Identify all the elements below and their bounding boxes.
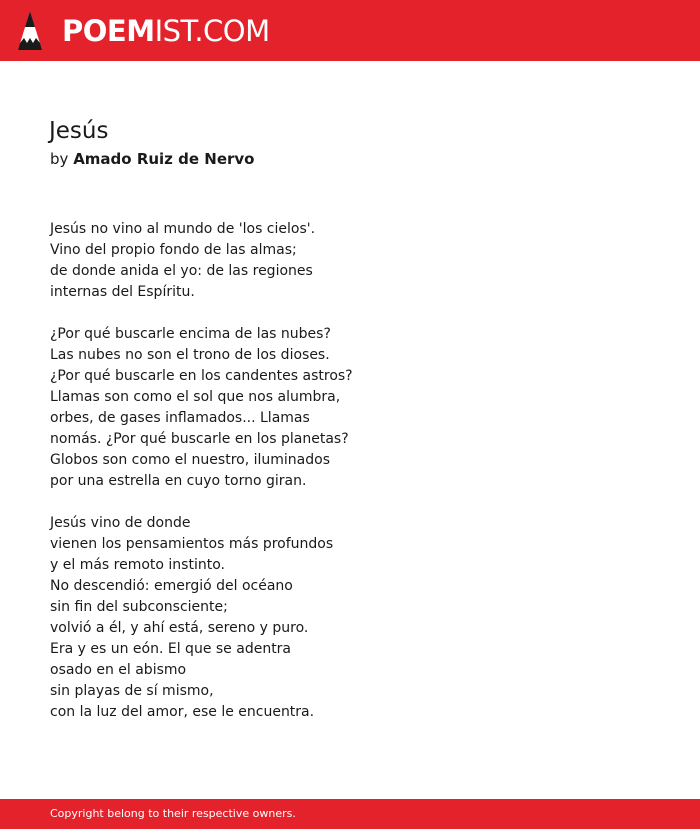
poem-line: de donde anida el yo: de las regiones [50,263,313,279]
poem-line: Vino del propio fondo de las almas; [50,242,297,258]
brand-light: IST.COM [154,13,270,48]
byline [50,149,254,169]
poem-line: Era y es un eón. El que se adentra [50,641,292,657]
poem-line: nomás. ¿Por qué buscarle en los planetas? [50,431,349,447]
poem-line: volvió a él, y ahí está, sereno y puro. [50,620,309,636]
site-footer [0,799,700,829]
poem-title: Jesús [49,118,109,144]
poem-line: Globos son como el nuestro, iluminados [50,452,330,468]
stanza-3 [50,513,650,723]
pencil-icon [16,10,44,52]
author-link[interactable]: Amado Ruiz de Nervo [73,150,255,168]
poem-line: Jesús no vino al mundo de 'los cielos'. [50,221,316,237]
poem-line: ¿Por qué buscarle en los candentes astros? [50,368,353,384]
site-logo-link[interactable] [16,9,270,53]
poem-line: internas del Espíritu. [50,284,195,300]
copyright-text: Copyright belong to their respective owners. [50,807,296,820]
poem-line: vienen los pensamientos más profundos [50,536,334,552]
poem-line: sin playas de sí mismo, [50,683,214,699]
stanza-1 [50,219,650,303]
poem-line: orbes, de gases inflamados... Llamas [50,410,310,426]
poem-line: sin fin del subconsciente; [50,599,228,615]
poem-line: osado en el abismo [50,662,187,678]
poem-line: Llamas son como el sol que nos alumbra, [50,389,341,405]
poem-line: por una estrella en cuyo torno giran. [50,473,307,489]
poem-line: ¿Por qué buscarle encima de las nubes? [50,326,331,342]
poem-line: Las nubes no son el trono de los dioses. [50,347,330,363]
poem-body [50,219,650,744]
stanza-2 [50,324,650,492]
site-logo-text [62,13,270,48]
poem-line: con la luz del amor, ese le encuentra. [50,704,315,720]
brand-bold: POEM [62,13,155,48]
by-label: by [50,150,69,168]
poem-line: No descendió: emergió del océano [50,578,293,594]
poem-line: Jesús vino de donde [50,515,191,531]
poem-line: y el más remoto instinto. [50,557,225,573]
site-header [0,0,700,61]
